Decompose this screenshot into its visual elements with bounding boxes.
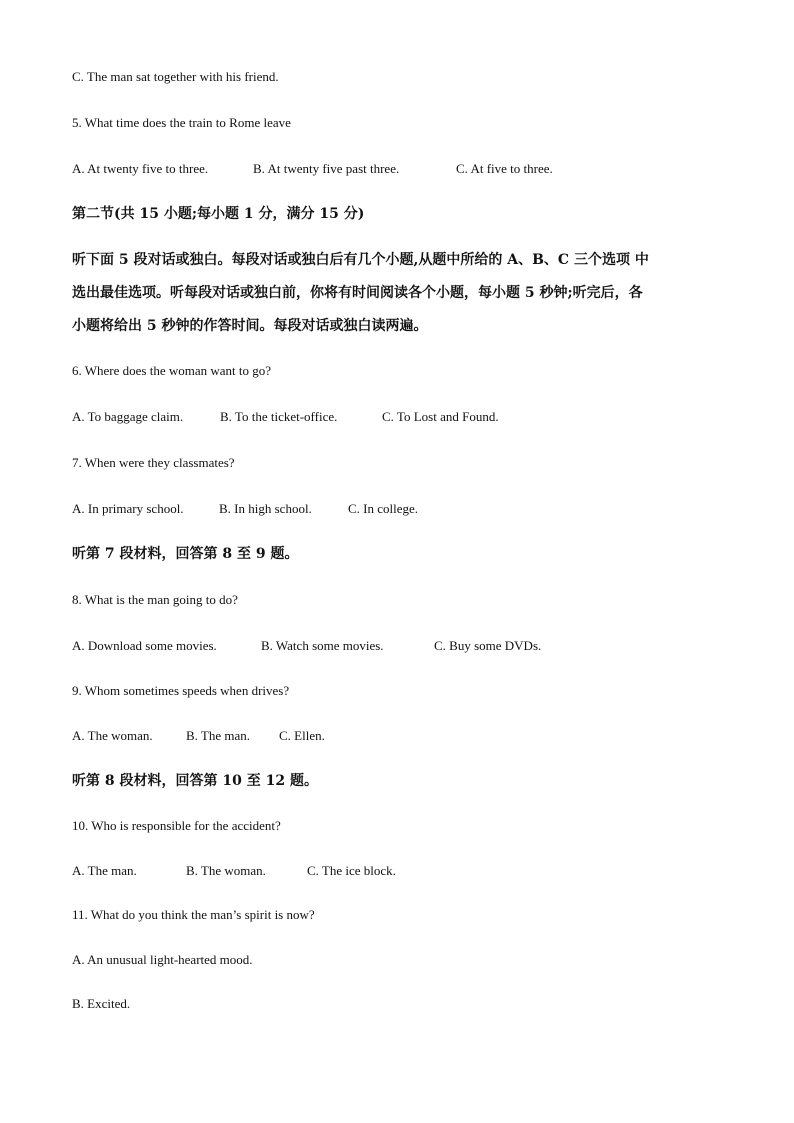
- q11-option-a: A. An unusual light-hearted mood.: [72, 952, 253, 967]
- instructions-line-1: 听下面 5 段对话或独白。每段对话或独白后有几个小题,从题中所给的 A、B、C 三个选项 中: [72, 252, 649, 268]
- part8-heading: 听第 8 段材料，回答第 10 至 12 题。: [72, 773, 318, 789]
- q7-option-b: B. In high school.: [219, 501, 312, 516]
- q5-option-b: B. At twenty five past three.: [253, 161, 400, 176]
- q10-option-c: C. The ice block.: [307, 863, 396, 878]
- q10-option-a: A. The man.: [72, 863, 137, 878]
- q9-option-a: A. The woman.: [72, 728, 153, 743]
- q5-question: 5. What time does the train to Rome leave: [72, 115, 291, 130]
- section2-title: 第二节(共 15 小题;每小题 1 分，满分 15 分): [72, 206, 365, 222]
- q8-option-a: A. Download some movies.: [72, 638, 217, 653]
- q9-options: [72, 728, 325, 744]
- q10-options: [72, 863, 396, 879]
- q11-question: 11. What do you think the man’s spirit is now?: [72, 907, 315, 922]
- q8-options: [72, 638, 541, 654]
- q5-option-a: A. At twenty five to three.: [72, 161, 209, 176]
- q5-options: [72, 161, 553, 177]
- q7-question: 7. When were they classmates?: [72, 455, 235, 470]
- part7-heading: 听第 7 段材料，回答第 8 至 9 题。: [72, 546, 299, 562]
- q7-option-a: A. In primary school.: [72, 501, 184, 516]
- q6-option-c: C. To Lost and Found.: [382, 409, 499, 424]
- q5-option-c: C. At five to three.: [456, 161, 553, 176]
- q9-option-b: B. The man.: [186, 728, 251, 743]
- instructions-line-3: 小题将给出 5 秒钟的作答时间。每段对话或独白读两遍。: [72, 318, 428, 334]
- q8-option-c: C. Buy some DVDs.: [434, 638, 542, 653]
- q11-option-b: B. Excited.: [72, 996, 131, 1011]
- instructions-line-2: 选出最佳选项。听每段对话或独白前，你将有时间阅读各个小题，每小题 5 秒钟;听完后，各: [72, 285, 643, 301]
- q9-option-c: C. Ellen.: [279, 728, 325, 743]
- q6-option-b: B. To the ticket-office.: [220, 409, 338, 424]
- q6-options: [72, 409, 499, 425]
- q6-question: 6. Where does the woman want to go?: [72, 363, 272, 378]
- q9-question: 9. Whom sometimes speeds when drives?: [72, 683, 290, 698]
- q8-question: 8. What is the man going to do?: [72, 592, 238, 607]
- q7-option-c: C. In college.: [348, 501, 419, 516]
- q8-option-b: B. Watch some movies.: [261, 638, 384, 653]
- q7-options: [72, 501, 418, 517]
- q4-option-c: C. The man sat together with his friend.: [72, 69, 279, 84]
- q10-option-b: B. The woman.: [186, 863, 266, 878]
- q6-option-a: A. To baggage claim.: [72, 409, 184, 424]
- q10-question: 10. Who is responsible for the accident?: [72, 818, 281, 833]
